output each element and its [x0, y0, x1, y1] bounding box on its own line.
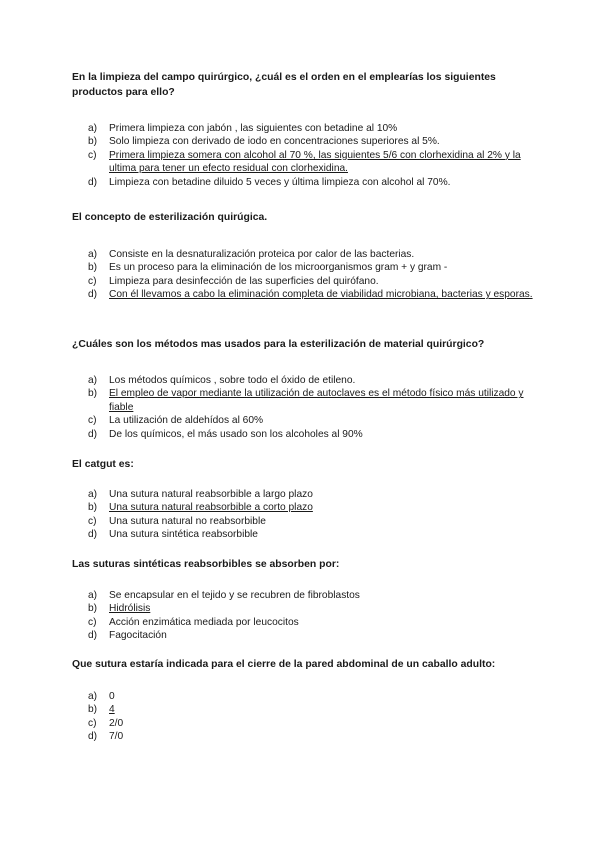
question-6-option-c: [88, 717, 538, 730]
question-3-options: [88, 374, 538, 441]
option-letter: d): [88, 289, 98, 301]
option-letter: d): [88, 176, 98, 188]
question-2-text: El concepto de esterilización quirúgica.: [72, 212, 268, 223]
option-letter: a): [88, 249, 98, 260]
option-letter: c): [88, 616, 97, 628]
question-6-option-d: [88, 730, 538, 743]
question-1-option-c: [88, 149, 538, 176]
option-text: Una sutura natural no reabsorbible: [109, 515, 266, 527]
question-4-options: [88, 488, 538, 542]
option-letter: a): [88, 375, 98, 386]
question-3-option-c: [88, 414, 538, 427]
option-text: Con él llevamos a cabo la eliminación completa de viabilidad microbiana, bacterias y esporas.: [109, 289, 533, 301]
question-5-option-b: [88, 602, 538, 615]
option-text: De los químicos, el más usado son los alcoholes al 90%: [109, 428, 363, 440]
question-4-option-c: [88, 515, 538, 528]
question-5-option-d: [88, 629, 538, 642]
question-2-option-d: [88, 288, 538, 301]
option-letter: a): [88, 691, 98, 702]
option-letter: d): [88, 731, 98, 743]
question-6-option-b: [88, 703, 538, 716]
question-3-option-a: [88, 374, 538, 387]
option-letter: a): [88, 590, 98, 601]
option-text: La utilización de aldehídos al 60%: [109, 415, 264, 427]
option-letter: d): [88, 428, 98, 440]
option-letter: c): [88, 415, 97, 427]
option-text: Consiste en la desnaturalización proteica por calor de las bacterias.: [109, 249, 415, 260]
option-letter: b): [88, 704, 98, 716]
option-letter: d): [88, 529, 98, 541]
option-text: Primera limpieza con jabón , las siguientes con betadine al 10%: [109, 123, 398, 134]
question-1-option-a: [88, 122, 538, 135]
option-text: El empleo de vapor mediante la utilización de autoclaves es el método físico más utilizado y fiable: [109, 388, 524, 413]
option-text: Una sutura natural reabsorbible a corto plazo: [109, 502, 313, 514]
option-letter: c): [88, 149, 97, 161]
option-letter: b): [88, 502, 98, 514]
option-letter: d): [88, 630, 98, 642]
question-2-option-b: [88, 261, 538, 274]
option-letter: b): [88, 136, 98, 148]
option-text: Primera limpieza somera con alcohol al 70 %, las siguientes 5/6 con clorhexidina al 2% y la ultima para tener un efecto residual con clorhexidina.: [109, 149, 521, 175]
option-letter: b): [88, 388, 98, 400]
option-text: 0: [109, 691, 115, 702]
question-2-options: [88, 248, 538, 302]
option-text: 2/0: [109, 717, 124, 729]
option-text: Fagocitación: [109, 630, 167, 642]
option-text: Hidrólisis: [109, 603, 151, 615]
option-text: 4: [109, 704, 115, 716]
option-text: Una sutura natural reabsorbible a largo plazo: [109, 489, 313, 500]
question-5-text: Las suturas sintéticas reabsorbibles se absorben por:: [72, 559, 340, 570]
question-4-option-a: [88, 488, 538, 501]
option-text: Es un proceso para la eliminación de los microorganismos gram + y gram -: [109, 262, 448, 274]
question-5-option-a: [88, 589, 538, 602]
question-3-option-d: [88, 428, 538, 441]
question-4-option-d: [88, 528, 538, 541]
question-1-text: En la limpieza del campo quirúrgico, ¿cuál es el orden en el emplearías los siguientes productos para ello?: [72, 72, 496, 98]
question-1-option-d: [88, 176, 538, 189]
option-letter: c): [88, 515, 97, 527]
option-text: Limpieza con betadine diluido 5 veces y última limpieza con alcohol al 70%.: [109, 176, 451, 188]
option-text: Acción enzimática mediada por leucocitos: [109, 616, 299, 628]
option-text: Los métodos químicos , sobre todo el óxido de etileno.: [109, 375, 356, 386]
option-text: Limpieza para desinfección de las superficies del quirófano.: [109, 275, 379, 287]
option-text: Se encapsular en el tejido y se recubren de fibroblastos: [109, 590, 360, 601]
option-text: Solo limpieza con derivado de iodo en concentraciones superiores al 5%.: [109, 136, 440, 148]
question-1-option-b: [88, 135, 538, 148]
question-1-options: [88, 122, 538, 189]
option-letter: c): [88, 717, 97, 729]
question-6-options: [88, 690, 538, 744]
question-5-option-c: [88, 616, 538, 629]
question-6-option-a: [88, 690, 538, 703]
question-3-text: ¿Cuáles son los métodos mas usados para la esterilización de material quirúrgico?: [72, 339, 485, 350]
question-2-option-a: [88, 248, 538, 261]
option-letter: b): [88, 262, 98, 274]
option-text: Una sutura sintética reabsorbible: [109, 529, 258, 541]
option-letter: a): [88, 489, 98, 500]
question-4-text: El catgut es:: [72, 459, 134, 470]
question-3-option-b: [88, 387, 538, 414]
question-2-option-c: [88, 275, 538, 288]
option-letter: b): [88, 603, 98, 615]
option-letter: c): [88, 275, 97, 287]
question-4-option-b: [88, 501, 538, 514]
question-5-options: [88, 589, 538, 643]
option-text: 7/0: [109, 731, 124, 743]
option-letter: a): [88, 123, 98, 134]
question-6-text: Que sutura estaría indicada para el cierre de la pared abdominal de un caballo adulto:: [72, 659, 496, 670]
